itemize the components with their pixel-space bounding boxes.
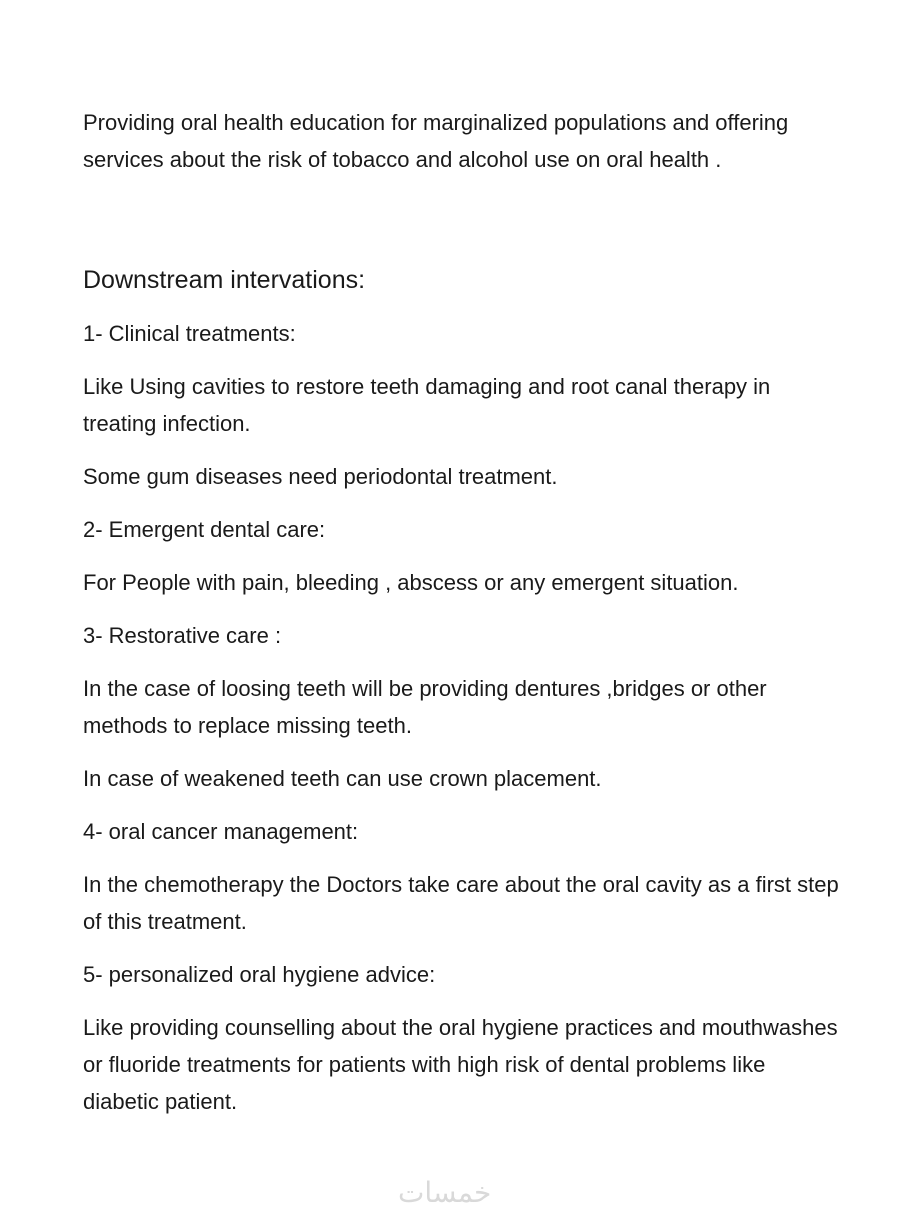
item-4-paragraph-1: In the chemotherapy the Doctors take care about the oral cavity as a first step of this treatment. [83,872,839,934]
item-1-paragraph-2: Some gum diseases need periodontal treatment. [83,464,558,489]
watermark-logo: خمسات [398,1176,492,1209]
item-1-paragraph-1: Like Using cavities to restore teeth damaging and root canal therapy in treating infection. [83,374,771,436]
section-heading: Downstream intervations: [83,266,366,294]
item-3-title: 3- Restorative care : [83,623,282,648]
item-4-title: 4- oral cancer management: [83,819,359,844]
item-3-paragraph-1: In the case of loosing teeth will be providing dentures ,bridges or other methods to replace missing teeth. [83,676,767,738]
document-body [83,104,843,1136]
item-5-title: 5- personalized oral hygiene advice: [83,962,436,987]
item-5-paragraph-1: Like providing counselling about the oral hygiene practices and mouthwashes or fluoride treatments for patients with high risk of dental problems like diabetic patient. [83,1015,838,1114]
intro-paragraph: Providing oral health education for marginalized populations and offering services about the risk of tobacco and alcohol use on oral health . [83,110,789,172]
item-2-paragraph-1: For People with pain, bleeding , abscess or any emergent situation. [83,570,739,595]
item-2-title: 2- Emergent dental care: [83,517,326,542]
item-3-paragraph-2: In case of weakened teeth can use crown placement. [83,766,602,791]
item-1-title: 1- Clinical treatments: [83,321,296,346]
